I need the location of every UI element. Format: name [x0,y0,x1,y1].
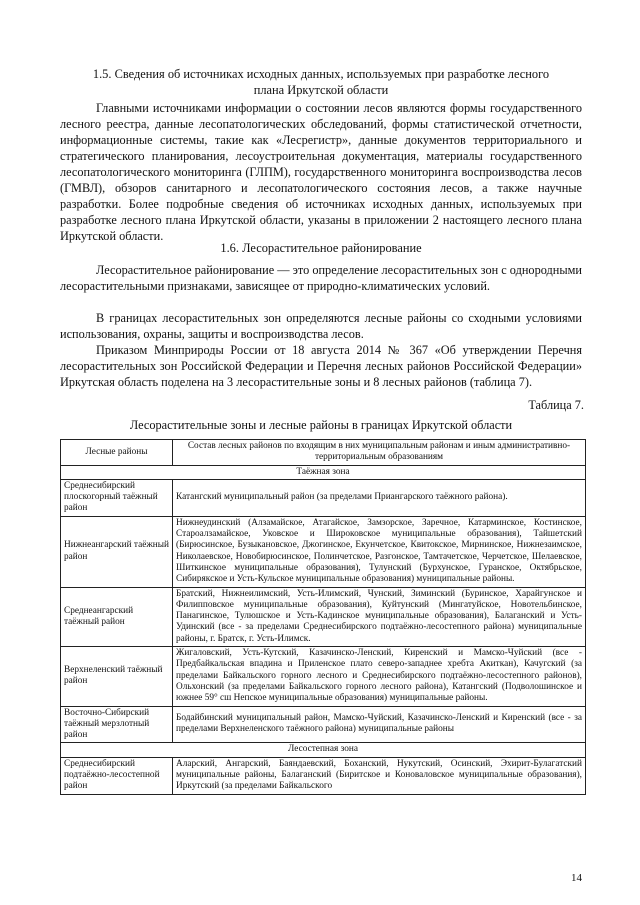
region-cell: Верхнеленский таёжный район [61,647,173,706]
table-row [61,647,586,706]
region-cell: Среднеангарский таёжный район [61,587,173,646]
section-1-5-heading-line2: плана Иркутской области [253,83,389,97]
region-cell: Нижнеангарский таёжный район [61,516,173,587]
zone-row-forest-steppe [61,743,586,757]
composition-cell: Катангский муниципальный район (за пределами Приангарского таёжного района). [173,479,586,516]
zoning-paragraph-3-text: Приказом Минприроды России от 18 августа 2014 № 367 «Об утверждении Перечня лесорастительных зон Российской Федерации и Перечня лесных районов Российской Федерации» Иркутская область поделена на 3 лесорастительные зоны и 8 лесных районов (таблица 7). [60,343,582,389]
table-label: Таблица 7. [528,398,584,412]
table-row [61,587,586,646]
page-number: 14 [571,872,582,884]
sources-paragraph [60,100,582,244]
zone-row-taiga [61,465,586,479]
header-forest-regions: Лесные районы [61,440,173,466]
region-cell: Среднесибирский плоскогорный таёжный район [61,479,173,516]
section-1-5-heading-line1: 1.5. Сведения об источниках исходных данных, используемых при разработке лесного [92,67,550,81]
forest-zones-table [60,439,586,795]
header-composition: Состав лесных районов по входящим в них муниципальным районам и иным административно-территориальным образованиям [173,440,586,466]
zoning-paragraph-2-text: В границах лесорастительных зон определяются лесные районы со сходными условиями использования, охраны, защиты и воспроизводства лесов. [60,311,582,341]
composition-cell: Нижнеудинский (Алзамайское, Атагайское, Замзорское, Заречное, Катарминское, Костинское, Староалзамайское, Уковское и Широковское муниципальные образования), Тайшетский (Бирюсинское, Бузыкановское, Джогинское, Екунчетское, Квитокское, Мирнинское, Нижнезаимское, Николаевское, Новобирюсинское, Полинчетское, Разгонское, Тамтачетское, Черчетское, Шелаевское, Шиткинское муниципальные образования), Тулунский (Бурхунское, Гуранское, Октябрьское, Сибирякское и Усть-Кульское муниципальные образования) муниципальные районы. [173,516,586,587]
zoning-paragraph-1 [60,262,582,294]
region-cell: Восточно-Сибирский таёжный мерзлотный район [61,706,173,743]
composition-cell: Бодайбинский муниципальный район, Мамско-Чуйский, Казачинско-Ленский и Киренский (все - за пределами Верхнеленского таёжного района) муниципальные районы [173,706,586,743]
composition-cell: Аларский, Ангарский, Баяндаевский, Боханский, Нукутский, Осинский, Эхирит-Булагатский муниципальные районы, Балаганский (Биритское и Коноваловское муниципальные образования), Иркутский (за пределами Байкальского [173,757,586,794]
zone-forest-steppe: Лесостепная зона [61,743,586,757]
sources-paragraph-text: Главными источниками информации о состоянии лесов являются формы государственного лесного реестра, данные лесопатологических обследований, формы статистической отчетности, информационные системы, такие как «Лесрегистр», данные документов территориального и стратегического планирования, лесоустроительная документация, материалы государственного лесопатологического мониторинга (ГЛПМ), государственного мониторинга воспроизводства лесов (ГМВЛ), обзоров санитарного и лесопатологического состояния лесов, а также научные разработки. Более подробные сведения об источниках исходных данных, используемых при разработке лесного плана Иркутской области, указаны в приложении 2 настоящего лесного плана Иркутской области. [60,101,582,243]
table-row [61,479,586,516]
zoning-paragraph-2 [60,310,582,342]
zone-taiga: Таёжная зона [61,465,586,479]
composition-cell: Жигаловский, Усть-Кутский, Казачинско-Ленский, Киренский и Мамско-Чуйский (все - Предбайкальская впадина и Приленское плато северо-западнее хребта Акиткан), Качугский (за пределами Байкальского горного лесного и Среднесибирского подтаёжно-лесостепного районов), Ольхонский (за пределами Байкальского горного лесного района), Катангский (Подволошинское и южнее 59° сш Непское муниципальные образования) муниципальные районы. [173,647,586,706]
table-row [61,757,586,794]
zoning-paragraph-3 [60,342,582,390]
table-header-row [61,440,586,466]
table-row [61,516,586,587]
section-1-6-heading: 1.6. Лесорастительное районирование [220,241,422,255]
composition-cell: Братский, Нижнеилимский, Усть-Илимский, Чунский, Зиминский (Буринское, Харайгунское и Филипповское муниципальные образования), Куйтунский (Мингатуйское, Новотельбинское, Панагинское, Тулюшское и Усть-Кадинское муниципальные образования), Балаганский и Усть-Удинский (все - за пределами Среднесибирского подтаёжно-лесостепного района) муниципальные районы, г. Братск, г. Усть-Илимск. [173,587,586,646]
zoning-paragraph-1-text: Лесорастительное районирование — это определение лесорастительных зон с однородными лесорастительными признаками, зависящее от природно-климатических условий. [60,263,582,293]
table-caption: Лесорастительные зоны и лесные районы в границах Иркутской области [129,418,513,432]
region-cell: Среднесибирский подтаёжно-лесостепной район [61,757,173,794]
table-row [61,706,586,743]
